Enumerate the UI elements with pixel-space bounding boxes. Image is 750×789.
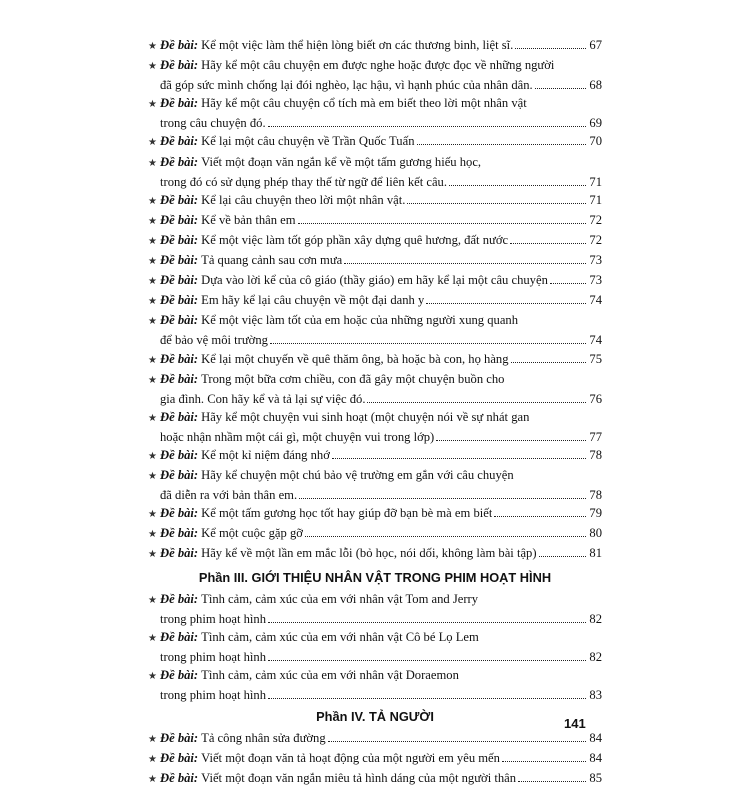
entry-title-text: Kể một việc làm thể hiện lòng biết ơn các thương binh, liệt sĩ. [201,38,514,52]
table-of-contents [148,36,602,789]
entry-label: Đề bài: [160,134,199,149]
entry-page-number: 68 [589,78,602,93]
toc-entry-line [148,132,602,152]
dot-leader [518,781,586,782]
entry-page-number: 82 [589,611,602,626]
toc-entry-line [148,466,602,486]
entry-page-number: 80 [589,526,602,541]
entry-page-number: 78 [589,488,602,503]
entry-label: Đề bài: [160,526,199,541]
star-bullet-icon: ★ [148,509,157,521]
toc-entry-line [148,311,602,331]
toc-entry [148,350,602,370]
dot-leader [407,203,586,204]
entry-label: Đề bài: [160,447,199,462]
star-bullet-icon: ★ [148,235,157,247]
entry-title-text: Kể lại câu chuyện theo lời một nhân vật. [201,192,406,207]
toc-entry [148,132,602,152]
entry-page-number: 74 [589,333,602,348]
toc-entry [148,271,602,291]
entry-title-text: Dựa vào lời kể của cô giáo (thầy giáo) em hãy kể lại một câu chuyện [201,273,548,288]
toc-entry [148,749,602,769]
entry-title-text: Tình cảm, cảm xúc của em với nhân vật Doraemon [201,667,459,682]
toc-entry [148,291,602,311]
entry-title-text: đã góp sức mình chống lại đói nghèo, lạc hậu, vì hạnh phúc của nhân dân. [160,78,533,93]
toc-entry-line [148,686,602,704]
dot-leader [449,185,586,186]
dot-leader [417,144,587,145]
entry-label: Đề bài: [160,58,199,73]
star-bullet-icon: ★ [148,41,157,52]
toc-entry [148,666,602,704]
star-bullet-icon: ★ [148,296,157,308]
entry-page-number: 78 [589,447,602,462]
entry-title-text: Kể một kỉ niệm đáng nhớ [201,447,330,462]
toc-entry-line [148,114,602,132]
star-bullet-icon: ★ [148,215,157,227]
entry-page-number: 71 [589,174,602,189]
star-bullet-icon: ★ [148,450,157,462]
entry-title-text: Kể lại một câu chuyện về Trần Quốc Tuấn [201,134,415,149]
star-bullet-icon: ★ [148,137,157,149]
entry-label: Đề bài: [160,212,199,227]
toc-entry [148,729,602,749]
star-bullet-icon: ★ [148,670,157,682]
dot-leader [539,556,587,557]
dot-leader [502,761,586,762]
star-bullet-icon: ★ [148,774,157,786]
entry-page-number: 74 [589,293,602,308]
dot-leader [328,741,587,742]
dot-leader [299,498,586,499]
entry-page-number: 72 [589,232,602,247]
entry-title-text: Viết một đoạn văn tả hoạt động của một người em yêu mến [201,751,500,766]
entry-title-text: trong phim hoạt hình [160,688,266,702]
star-bullet-icon: ★ [148,754,157,766]
toc-entry [148,628,602,666]
dot-leader [510,243,586,244]
entry-page-number: 73 [589,253,602,268]
entry-label: Đề bài: [160,293,199,308]
toc-entry [148,211,602,231]
star-bullet-icon: ★ [148,549,157,561]
toc-entry-line [148,350,602,370]
toc-entry-line [148,271,602,291]
star-bullet-icon: ★ [148,734,157,746]
entry-page-number: 82 [589,649,602,664]
entry-page-number: 73 [589,273,602,288]
toc-entry-line [148,231,602,251]
dot-leader [367,402,586,403]
toc-entry-line [148,446,602,466]
toc-group-part-3 [148,590,602,705]
entry-title-text: trong đó có sử dụng phép thay thế từ ngữ để liên kết câu. [160,174,447,189]
dot-leader [535,88,587,89]
entry-label: Đề bài: [160,273,199,288]
toc-entry-line [148,486,602,504]
dot-leader [515,48,586,49]
dot-leader [511,362,587,363]
toc-entry-line [148,749,602,769]
dot-leader [298,223,587,224]
entry-title-text: trong câu chuyện đó. [160,116,266,131]
star-bullet-icon: ★ [148,354,157,366]
entry-label: Đề bài: [160,591,199,606]
entry-page-number: 72 [589,212,602,227]
entry-title-text: Hãy kể một câu chuyện cổ tích mà em biết theo lời một nhân vật [201,96,527,111]
toc-entry-line [148,590,602,610]
entry-label: Đề bài: [160,96,199,111]
dot-leader [550,283,587,284]
entry-title-text: đã diễn ra với bản thân em. [160,488,298,503]
entry-label: Đề bài: [160,313,199,328]
entry-title-text: Tình cảm, cảm xúc của em với nhân vật Tom and Jerry [201,591,479,606]
dot-leader [436,440,586,441]
entry-page-number: 84 [589,751,602,766]
toc-entry-line [148,666,602,686]
entry-page-number: 67 [589,38,602,52]
toc-entry-line [148,504,602,524]
entry-page-number: 75 [589,351,602,366]
section-heading-part-4: Phần IV. TẢ NGƯỜI [316,709,434,725]
entry-page-number: 85 [589,771,602,786]
toc-entry [148,544,602,564]
entry-label: Đề bài: [160,192,199,207]
dot-leader [268,126,587,127]
toc-entry-line [148,544,602,564]
toc-entry [148,590,602,628]
entry-title-text: trong phim hoạt hình [160,649,266,664]
toc-entry [148,311,602,349]
entry-label: Đề bài: [160,771,199,786]
entry-label: Đề bài: [160,751,199,766]
entry-title-text: Kể một việc làm tốt góp phần xây dựng quê hương, đất nước [201,232,509,247]
dot-leader [494,516,586,517]
toc-group-part-4 [148,729,602,789]
toc-entry [148,524,602,544]
toc-entry-line [148,94,602,114]
entry-title-text: Tình cảm, cảm xúc của em với nhân vật Cô bé Lọ Lem [201,629,479,644]
page-number: 141 [564,716,586,731]
entry-title-text: Hãy kể chuyện một chú bảo vệ trường em gắn với câu chuyện [201,468,514,483]
entry-label: Đề bài: [160,371,199,386]
toc-entry [148,466,602,504]
entry-label: Đề bài: [160,253,199,268]
toc-entry-line [148,648,602,666]
entry-title-text: Kể một tấm gương học tốt hay giúp đỡ bạn bè mà em biết [201,506,493,521]
toc-entry [148,94,602,132]
entry-title-text: Trong một bữa cơm chiều, con đã gây một chuyện buồn cho [201,371,505,386]
entry-title-text: Tả quang cảnh sau cơn mưa [201,253,343,268]
toc-entry [148,446,602,466]
toc-entry-line [148,331,602,349]
dot-leader [426,303,586,304]
star-bullet-icon: ★ [148,316,157,328]
dot-leader [332,458,587,459]
dot-leader [268,660,586,661]
toc-entry [148,191,602,211]
entry-title-text: gia đình. Con hãy kể và tả lại sự việc đó. [160,391,366,406]
entry-title-text: để bảo vệ môi trường [160,333,268,348]
entry-label: Đề bài: [160,731,199,746]
toc-entry [148,769,602,789]
dot-leader [270,343,586,344]
star-bullet-icon: ★ [148,195,157,207]
star-bullet-icon: ★ [148,471,157,483]
section-heading-part-3: Phần III. GIỚI THIỆU NHÂN VẬT TRONG PHIM HOẠT HÌNH [198,569,552,585]
entry-page-number: 84 [589,731,602,746]
toc-entry-line [148,191,602,211]
toc-entry-line [148,610,602,628]
toc-entry-line [148,173,602,191]
dot-leader [268,622,586,623]
toc-entry-line [148,76,602,94]
toc-entry-line [148,729,602,749]
entry-title-text: Hãy kể một câu chuyện em được nghe hoặc được đọc về những người [201,58,555,73]
entry-title-text: Em hãy kể lại câu chuyện về một đại danh y [201,293,425,308]
toc-entry [148,153,602,191]
star-bullet-icon: ★ [148,256,157,268]
entry-label: Đề bài: [160,667,199,682]
entry-label: Đề bài: [160,546,199,561]
entry-label: Đề bài: [160,409,199,424]
star-bullet-icon: ★ [148,594,157,606]
star-bullet-icon: ★ [148,99,157,111]
toc-entry [148,36,602,56]
entry-label: Đề bài: [160,154,199,169]
entry-page-number: 69 [589,116,602,131]
star-bullet-icon: ★ [148,61,157,73]
star-bullet-icon: ★ [148,374,157,386]
toc-entry-line [148,769,602,789]
star-bullet-icon: ★ [148,529,157,541]
entry-title-text: Kể lại một chuyến về quê thăm ông, bà hoặc bà con, họ hàng [201,351,509,366]
star-bullet-icon: ★ [148,412,157,424]
toc-entry [148,408,602,446]
toc-entry-line [148,524,602,544]
entry-label: Đề bài: [160,232,199,247]
entry-label: Đề bài: [160,38,199,52]
entry-label: Đề bài: [160,506,199,521]
entry-title-text: Viết một đoạn văn ngắn miêu tả hình dáng của một người thân [201,771,517,786]
entry-label: Đề bài: [160,468,199,483]
toc-entry [148,231,602,251]
entry-title-text: Kể về bản thân em [201,212,296,227]
toc-entry [148,251,602,271]
entry-title-text: Viết một đoạn văn ngắn kể về một tấm gương hiếu học, [201,154,482,169]
toc-entry [148,56,602,94]
toc-entry-line [148,390,602,408]
toc-entry-line [148,291,602,311]
toc-entry-line [148,211,602,231]
entry-label: Đề bài: [160,351,199,366]
entry-title-text: hoặc nhận nhầm một cái gì, một chuyện vui trong lớp) [160,429,435,444]
entry-page-number: 83 [589,688,602,702]
entry-title-text: Kể một việc làm tốt của em hoặc của những người xung quanh [201,313,519,328]
toc-entry [148,504,602,524]
toc-entry-line [148,153,602,173]
star-bullet-icon: ★ [148,157,157,169]
toc-group-part-2 [148,36,602,565]
entry-title-text: Kể một cuộc gặp gỡ [201,526,303,541]
entry-title-text: Tả công nhân sửa đường [201,731,326,746]
entry-page-number: 77 [589,429,602,444]
star-bullet-icon: ★ [148,632,157,644]
toc-entry-line [148,36,602,56]
entry-page-number: 71 [589,192,602,207]
toc-entry-line [148,408,602,428]
toc-entry-line [148,370,602,390]
entry-page-number: 79 [589,506,602,521]
entry-page-number: 76 [589,391,602,406]
toc-entry [148,370,602,408]
entry-page-number: 70 [589,134,602,149]
dot-leader [344,263,586,264]
toc-entry-line [148,56,602,76]
entry-title-text: Hãy kể một chuyện vui sinh hoạt (một chuyện nói về sự nhát gan [201,409,530,424]
entry-page-number: 81 [589,546,602,561]
star-bullet-icon: ★ [148,276,157,288]
dot-leader [268,698,586,699]
dot-leader [305,536,586,537]
toc-entry-line [148,628,602,648]
entry-title-text: trong phim hoạt hình [160,611,266,626]
entry-label: Đề bài: [160,629,199,644]
toc-entry-line [148,428,602,446]
toc-entry-line [148,251,602,271]
entry-title-text: Hãy kể về một lần em mắc lỗi (bỏ học, nói dối, không làm bài tập) [201,546,537,561]
